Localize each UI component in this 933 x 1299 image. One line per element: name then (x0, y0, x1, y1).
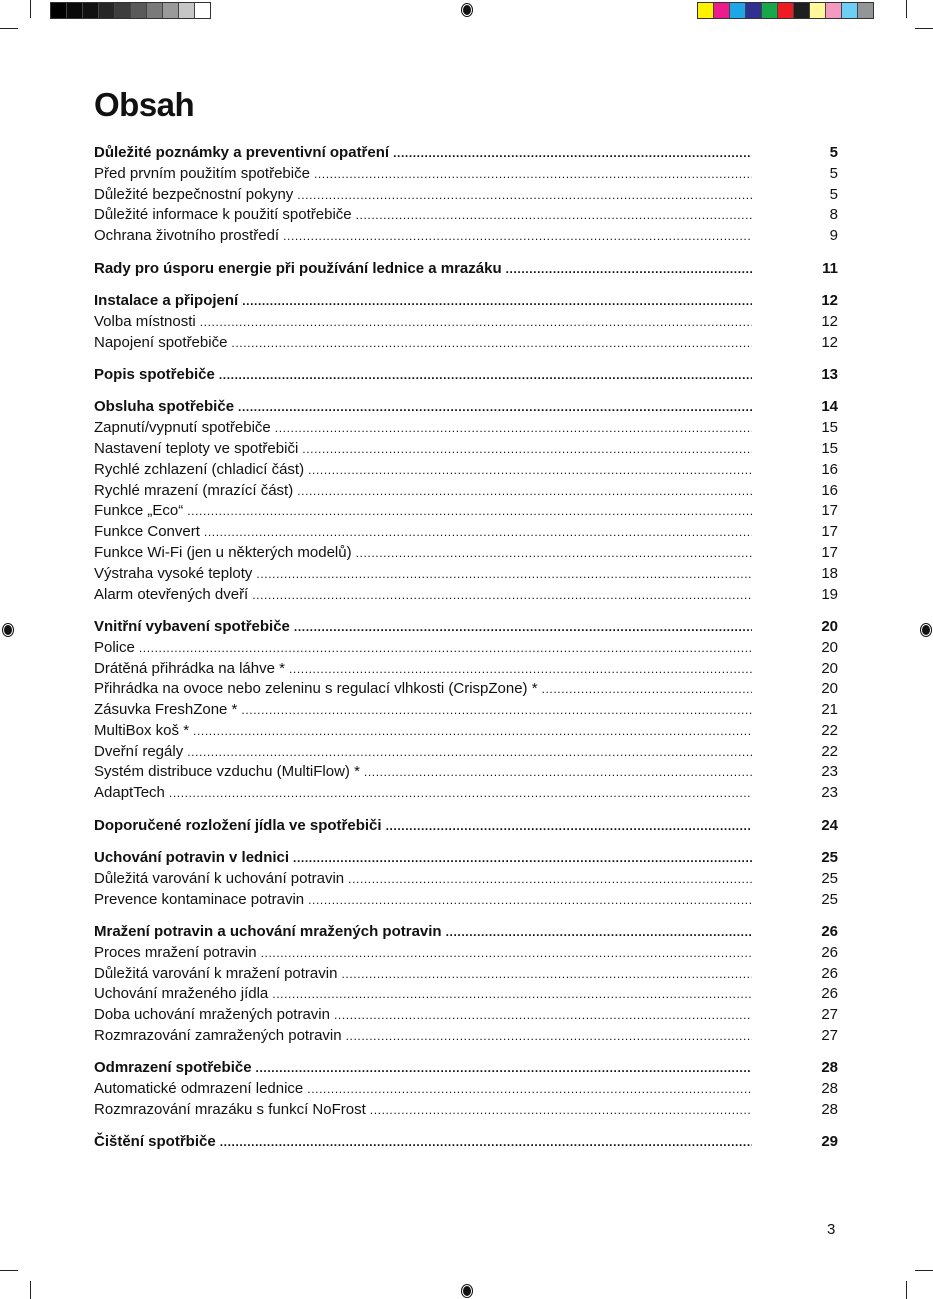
toc-entry[interactable] (94, 185, 838, 206)
toc-page-number: 27 (821, 1006, 838, 1024)
dot-leader (261, 943, 752, 964)
toc-page-number: 16 (821, 481, 838, 499)
dot-leader (238, 397, 752, 418)
crop-mark (30, 1281, 31, 1299)
toc-entry[interactable] (94, 1005, 838, 1026)
toc-section (94, 617, 838, 804)
toc-entry[interactable] (94, 679, 838, 700)
dot-leader (169, 783, 752, 804)
color-swatch (698, 3, 714, 18)
toc-entry-label: Drátěná přihrádka na láhve * (94, 659, 285, 677)
toc-page-number: 15 (821, 419, 838, 437)
toc-chapter-entry[interactable] (94, 848, 838, 869)
toc-section (94, 848, 838, 910)
color-swatch (858, 3, 873, 18)
toc-chapter-entry[interactable] (94, 143, 838, 164)
toc-page-number: 5 (829, 185, 838, 203)
toc-entry[interactable] (94, 205, 838, 226)
toc-entry-label: Doporučené rozložení jídla ve spotřebiči (94, 816, 382, 834)
toc-entry-label: Důležité poznámky a preventivní opatření (94, 144, 390, 161)
toc-page-number: 26 (821, 923, 838, 941)
color-swatch (179, 3, 195, 18)
toc-entry-label: Doba uchování mražených potravin (94, 1006, 330, 1024)
toc-chapter-entry[interactable] (94, 397, 838, 418)
color-swatch (778, 3, 794, 18)
toc-page-number: 20 (821, 638, 838, 656)
toc-page-number: 25 (821, 890, 838, 908)
toc-page-number: 20 (821, 617, 838, 635)
toc-entry-label: Rozmrazování mrazáku s funkcí NoFrost (94, 1101, 366, 1119)
dot-leader (187, 742, 752, 763)
toc-entry-label: Přihrádka na ovoce nebo zeleninu s regulací vlhkosti (CrispZone) * (94, 680, 538, 698)
toc-entry[interactable] (94, 964, 838, 985)
dot-leader (289, 659, 752, 680)
toc-section (94, 259, 838, 280)
toc-chapter-entry[interactable] (94, 617, 838, 638)
toc-entry-label: Systém distribuce vzduchu (MultiFlow) * (94, 763, 360, 781)
color-swatch (195, 3, 210, 18)
dot-leader (256, 564, 752, 585)
toc-entry[interactable] (94, 1079, 838, 1100)
color-swatch (810, 3, 826, 18)
color-swatch (794, 3, 810, 18)
toc-entry[interactable] (94, 164, 838, 185)
toc-chapter-entry[interactable] (94, 1132, 838, 1153)
toc-page-number: 25 (821, 849, 838, 867)
toc-page-number: 18 (821, 564, 838, 582)
dot-leader (314, 164, 752, 185)
toc-entry[interactable] (94, 333, 838, 354)
toc-entry[interactable] (94, 890, 838, 911)
toc-entry-label: Napojení spotřebiče (94, 333, 228, 351)
toc-page-number: 16 (821, 460, 838, 478)
toc-entry-label: Důležité informace k použití spotřebiče (94, 206, 352, 224)
toc-entry[interactable] (94, 1026, 838, 1047)
dot-leader (297, 185, 752, 206)
toc-entry[interactable] (94, 312, 838, 333)
toc-entry-label: Ochrana životního prostředí (94, 227, 280, 245)
toc-page-number: 5 (829, 164, 838, 182)
color-swatch (131, 3, 147, 18)
toc-entry-label: Mražení potravin a uchování mražených potravin (94, 923, 442, 941)
toc-entry-label: Důležité bezpečnostní pokyny (94, 185, 294, 203)
dot-leader (356, 205, 752, 226)
toc-page-number: 19 (821, 585, 838, 603)
dot-leader (348, 869, 752, 890)
toc-entry-label: Volba místnosti (94, 312, 196, 330)
color-swatch (115, 3, 131, 18)
toc-section (94, 816, 838, 837)
grayscale-color-bar (50, 2, 211, 19)
dot-leader (542, 679, 752, 700)
registration-mark-icon (462, 4, 472, 16)
dot-leader (241, 700, 752, 721)
color-swatch (67, 3, 83, 18)
toc-chapter-entry[interactable] (94, 291, 838, 312)
toc-entry[interactable] (94, 481, 838, 502)
color-swatch (83, 3, 99, 18)
toc-chapter-entry[interactable] (94, 1058, 838, 1079)
toc-page-number: 25 (821, 869, 838, 887)
toc-page-number: 14 (821, 398, 838, 416)
toc-chapter-entry[interactable] (94, 365, 838, 386)
page-number: 3 (827, 1221, 836, 1238)
toc-entry-label: Obsluha spotřebiče (94, 398, 235, 416)
toc-entry-label: Čištění spotřbiče (94, 1133, 216, 1151)
toc-page-number: 12 (821, 312, 838, 330)
toc-entry[interactable] (94, 984, 838, 1005)
toc-page-number: 22 (821, 721, 838, 739)
toc-entry-label: Před prvním použitím spotřebiče (94, 164, 310, 182)
toc-entry[interactable] (94, 943, 838, 964)
toc-page-number: 17 (821, 543, 838, 561)
toc-entry[interactable] (94, 439, 838, 460)
table-of-contents (94, 143, 838, 1165)
dot-leader (302, 439, 752, 460)
color-swatch (826, 3, 842, 18)
toc-entry-label: Prevence kontaminace potravin (94, 890, 305, 908)
toc-entry-label: Popis spotřebiče (94, 365, 215, 383)
dot-leader (307, 1079, 752, 1100)
toc-chapter-entry[interactable] (94, 816, 838, 837)
toc-chapter-entry[interactable] (94, 922, 838, 943)
toc-page-number: 26 (821, 985, 838, 1003)
toc-section (94, 291, 838, 353)
page-title: Obsah (94, 86, 195, 123)
toc-page-number: 21 (821, 701, 838, 719)
toc-page-number: 28 (821, 1080, 838, 1098)
toc-page-number: 13 (821, 365, 838, 383)
toc-entry-label: Uchování potravin v lednici (94, 849, 290, 867)
toc-entry-label: Rychlé zchlazení (chladicí část) (94, 460, 305, 478)
registration-mark-icon (462, 1285, 472, 1297)
dot-leader (294, 617, 752, 638)
toc-entry-label: Funkce „Eco“ (94, 502, 184, 520)
dot-leader (193, 721, 752, 742)
registration-mark-icon (921, 624, 931, 636)
crop-mark (915, 1270, 933, 1271)
toc-entry-label: Nastavení teploty ve spotřebiči (94, 439, 299, 457)
toc-entry-label: Výstraha vysoké teploty (94, 564, 253, 582)
toc-entry[interactable] (94, 418, 838, 439)
toc-entry-label: Odmrazení spotřebiče (94, 1059, 252, 1077)
toc-entry-label: Funkce Wi-Fi (jen u některých modelů) (94, 543, 352, 561)
toc-section (94, 1132, 838, 1153)
toc-entry-label: Proces mražení potravin (94, 943, 257, 961)
dot-leader (346, 1026, 752, 1047)
toc-page-number: 23 (821, 763, 838, 781)
toc-entry[interactable] (94, 783, 838, 804)
color-swatch (762, 3, 778, 18)
dot-leader (200, 312, 752, 333)
toc-page-number: 24 (821, 816, 838, 834)
toc-page-number: 20 (821, 659, 838, 677)
dot-leader (139, 638, 752, 659)
toc-page-number: 28 (821, 1059, 838, 1077)
toc-entry-label: Vnitřní vybavení spotřebiče (94, 617, 290, 635)
toc-entry-label: Police (94, 638, 135, 656)
color-swatch (163, 3, 179, 18)
toc-entry-label: Rady pro úsporu energie při používání lednice a mrazáku (94, 259, 502, 277)
toc-entry[interactable] (94, 742, 838, 763)
color-swatch (730, 3, 746, 18)
color-swatch (714, 3, 730, 18)
toc-page-number: 26 (821, 943, 838, 961)
dot-leader (272, 984, 752, 1005)
toc-page-number: 28 (821, 1101, 838, 1119)
dot-leader (393, 143, 752, 164)
dot-leader (220, 1132, 752, 1153)
dot-leader (446, 922, 752, 943)
toc-section (94, 397, 838, 605)
toc-page-number: 5 (829, 144, 838, 161)
toc-entry-label: Alarm otevřených dveří (94, 585, 249, 603)
color-swatch (746, 3, 762, 18)
toc-entry[interactable] (94, 700, 838, 721)
toc-entry-label: Zásuvka FreshZone * (94, 701, 238, 719)
dot-leader (370, 1100, 752, 1121)
toc-entry-label: Zapnutí/vypnutí spotřebiče (94, 419, 271, 437)
toc-page-number: 22 (821, 742, 838, 760)
toc-section (94, 143, 838, 247)
crop-mark (0, 1270, 18, 1271)
toc-entry-label: Instalace a připojení (94, 291, 239, 309)
toc-page-number: 12 (821, 333, 838, 351)
toc-entry[interactable] (94, 460, 838, 481)
dot-leader (297, 481, 752, 502)
dot-leader (242, 291, 752, 312)
toc-page-number: 11 (822, 259, 838, 277)
toc-entry-label: Automatické odmrazení lednice (94, 1080, 304, 1098)
toc-page-number: 9 (829, 227, 838, 245)
dot-leader (252, 585, 752, 606)
dot-leader (293, 848, 752, 869)
toc-entry-label: Funkce Convert (94, 523, 200, 541)
crop-mark (30, 0, 31, 18)
color-swatch (99, 3, 115, 18)
toc-chapter-entry[interactable] (94, 259, 838, 280)
toc-entry[interactable] (94, 1100, 838, 1121)
dot-leader (219, 365, 752, 386)
toc-page-number: 17 (821, 502, 838, 520)
toc-page-number: 17 (821, 523, 838, 541)
toc-entry-label: Důležitá varování k mražení potravin (94, 964, 338, 982)
dot-leader (386, 816, 752, 837)
dot-leader (283, 226, 752, 247)
toc-entry[interactable] (94, 638, 838, 659)
toc-page-number: 15 (821, 439, 838, 457)
crop-mark (0, 28, 18, 29)
toc-entry[interactable] (94, 869, 838, 890)
toc-entry[interactable] (94, 226, 838, 247)
dot-leader (506, 259, 752, 280)
dot-leader (231, 333, 752, 354)
toc-entry[interactable] (94, 501, 838, 522)
crop-mark (906, 0, 907, 18)
toc-page-number: 26 (821, 964, 838, 982)
toc-section (94, 1058, 838, 1120)
toc-entry[interactable] (94, 585, 838, 606)
dot-leader (308, 890, 752, 911)
toc-page-number: 20 (821, 680, 838, 698)
dot-leader (256, 1058, 752, 1079)
toc-entry[interactable] (94, 659, 838, 680)
dot-leader (204, 522, 752, 543)
toc-entry-label: Rozmrazování zamražených potravin (94, 1027, 342, 1045)
color-swatch (842, 3, 858, 18)
dot-leader (187, 501, 752, 522)
toc-section (94, 365, 838, 386)
toc-entry[interactable] (94, 564, 838, 585)
dot-leader (364, 762, 752, 783)
dot-leader (308, 460, 752, 481)
color-swatch (147, 3, 163, 18)
toc-page-number: 29 (821, 1133, 838, 1151)
toc-page-number: 23 (821, 784, 838, 802)
toc-entry-label: Rychlé mrazení (mrazící část) (94, 481, 294, 499)
toc-page-number: 12 (821, 291, 838, 309)
toc-entry[interactable] (94, 721, 838, 742)
toc-page-number: 27 (821, 1027, 838, 1045)
toc-entry-label: AdaptTech (94, 784, 165, 802)
dot-leader (341, 964, 752, 985)
toc-entry-label: Důležitá varování k uchování potravin (94, 869, 345, 887)
process-color-bar (697, 2, 874, 19)
registration-mark-icon (3, 624, 13, 636)
color-swatch (51, 3, 67, 18)
toc-page-number: 8 (829, 206, 838, 224)
toc-entry[interactable] (94, 543, 838, 564)
crop-mark (906, 1281, 907, 1299)
toc-entry-label: MultiBox koš * (94, 721, 190, 739)
dot-leader (356, 543, 752, 564)
toc-entry-label: Uchování mraženého jídla (94, 985, 269, 1003)
crop-mark (915, 28, 933, 29)
toc-entry-label: Dveřní regály (94, 742, 184, 760)
toc-section (94, 922, 838, 1047)
dot-leader (275, 418, 752, 439)
toc-entry[interactable] (94, 522, 838, 543)
toc-entry[interactable] (94, 762, 838, 783)
dot-leader (334, 1005, 752, 1026)
